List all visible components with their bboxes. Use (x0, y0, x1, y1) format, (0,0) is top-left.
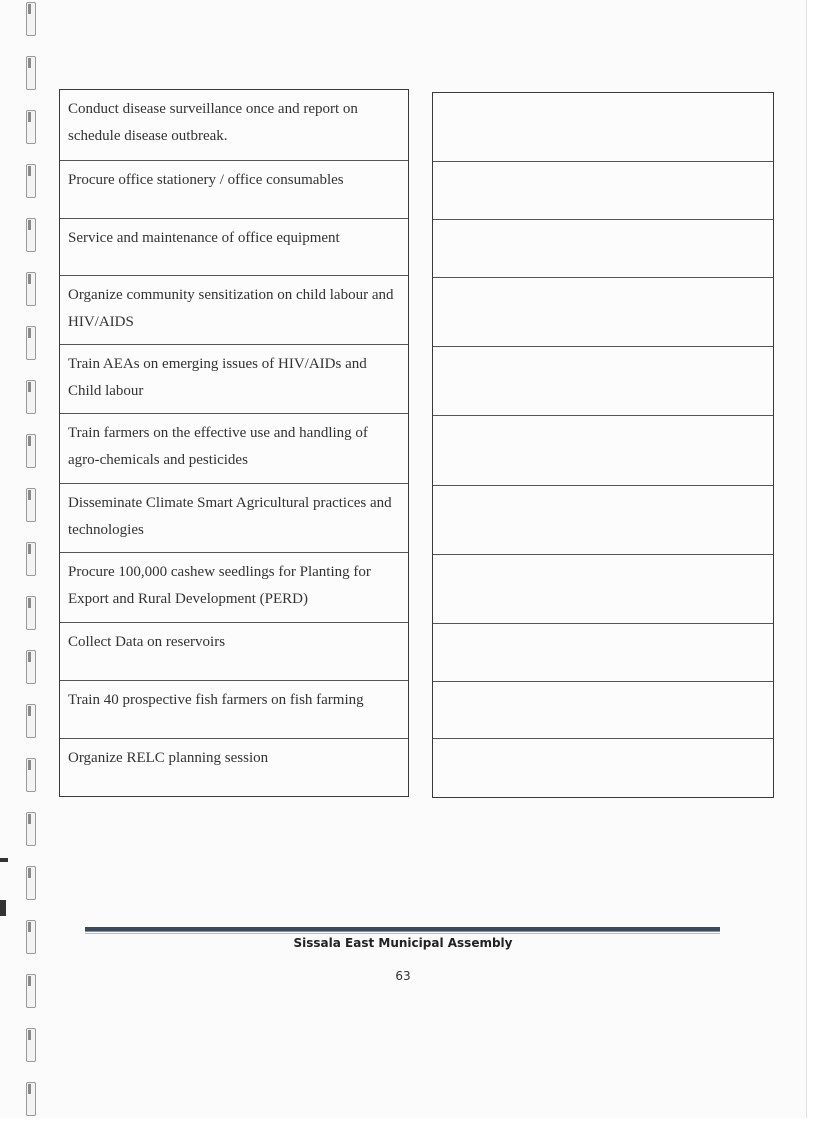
binding-ring (26, 56, 36, 90)
activity-text: Organize RELC planning session (68, 750, 269, 766)
activity-text: Service and maintenance of office equipment (68, 230, 340, 246)
binding-ring (26, 434, 36, 468)
spiral-binding (22, 0, 44, 1124)
activity-cell (60, 219, 408, 276)
activity-cell (60, 484, 408, 553)
binding-ring (26, 1082, 36, 1116)
binding-ring (26, 866, 36, 900)
blank-column-table (432, 92, 774, 798)
activity-cell (60, 553, 408, 623)
binding-ring (26, 272, 36, 306)
binding-ring (26, 704, 36, 738)
scan-edge-mark (0, 900, 6, 916)
binding-ring (26, 812, 36, 846)
activity-text: Train AEAs on emerging issues of HIV/AIDs and Child labour (68, 356, 367, 399)
blank-cell (433, 162, 773, 220)
activity-text: Procure 100,000 cashew seedlings for Planting for Export and Rural Development (PERD) (68, 564, 371, 607)
activity-text: Train 40 prospective fish farmers on fish farming (68, 692, 364, 708)
activity-text: Conduct disease surveillance once and report on schedule disease outbreak. (68, 101, 358, 144)
binding-ring (26, 488, 36, 522)
footer-rule (85, 927, 720, 932)
binding-ring (26, 110, 36, 144)
activity-text: Disseminate Climate Smart Agricultural practices and technologies (68, 495, 392, 538)
blank-cell (433, 739, 773, 797)
activity-cell (60, 90, 408, 161)
activity-text: Organize community sensitization on child labour and HIV/AIDS (68, 287, 394, 330)
binding-ring (26, 380, 36, 414)
blank-cell (433, 416, 773, 486)
binding-ring (26, 326, 36, 360)
activity-text: Procure office stationery / office consumables (68, 172, 344, 188)
activity-cell (60, 623, 408, 681)
binding-ring (26, 218, 36, 252)
blank-cell (433, 682, 773, 739)
blank-cell (433, 347, 773, 416)
blank-cell (433, 486, 773, 555)
binding-ring (26, 1028, 36, 1062)
page-number: 63 (395, 969, 411, 983)
binding-ring (26, 596, 36, 630)
activity-text: Train farmers on the effective use and handling of agro-chemicals and pesticides (68, 425, 368, 468)
activities-table (59, 89, 409, 797)
blank-cell (433, 624, 773, 682)
activity-cell (60, 681, 408, 739)
binding-ring (26, 2, 36, 36)
activity-cell (60, 739, 408, 796)
footer-organization: Sissala East Municipal Assembly (293, 936, 513, 950)
activity-cell (60, 276, 408, 345)
activity-cell (60, 414, 408, 484)
activity-cell (60, 345, 408, 414)
blank-cell (433, 220, 773, 278)
binding-ring (26, 650, 36, 684)
blank-cell (433, 278, 773, 347)
footer-rule-thin (85, 933, 720, 934)
binding-ring (26, 164, 36, 198)
binding-ring (26, 542, 36, 576)
scan-edge-mark (0, 858, 8, 862)
blank-cell (433, 93, 773, 162)
binding-ring (26, 758, 36, 792)
activity-text: Collect Data on reservoirs (68, 634, 226, 650)
activity-cell (60, 161, 408, 219)
blank-cell (433, 555, 773, 624)
